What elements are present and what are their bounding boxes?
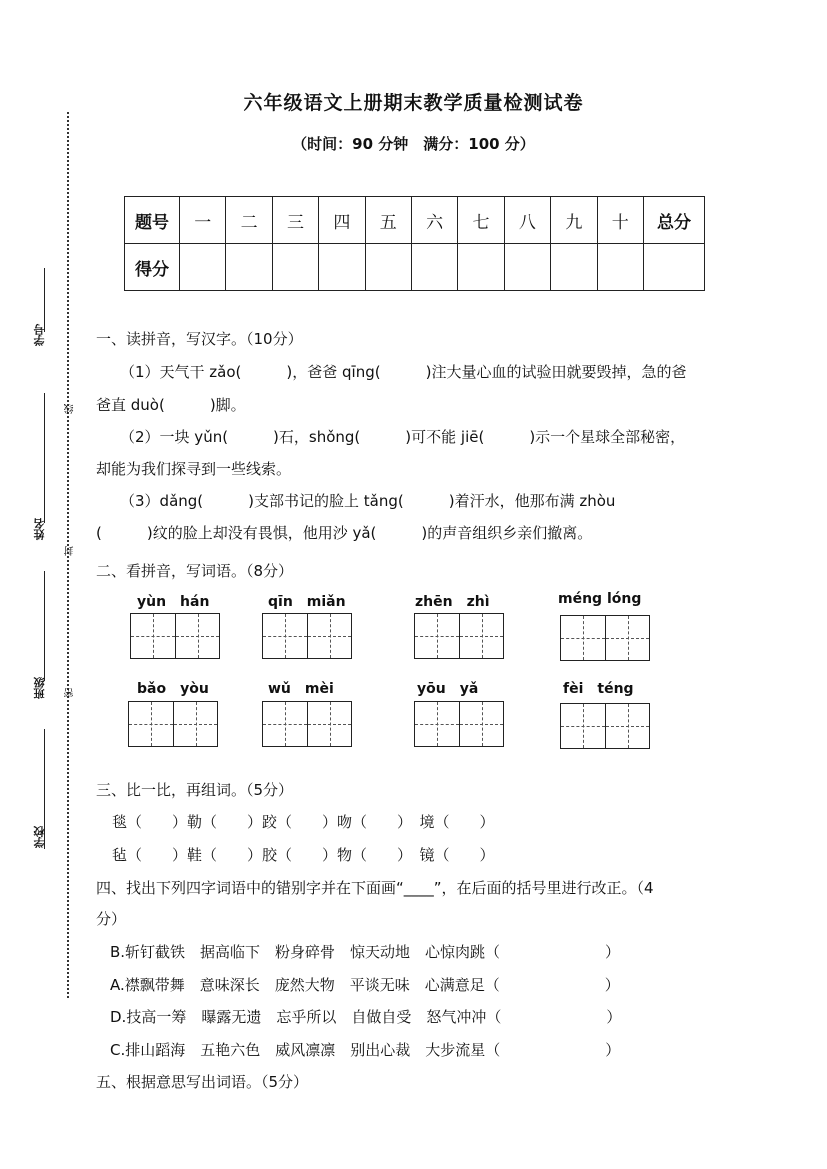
binding-word-seal: 封 — [65, 546, 76, 556]
name-line — [44, 393, 45, 523]
writing-grid[interactable] — [262, 701, 352, 747]
section1-line: （3）dǎng( )支部书记的脸上 tǎng( )着汗水，他那布满 zhòu — [120, 492, 616, 510]
section4-heading: 四、找出下列四字词语中的错别字并在下面画“____”，在后面的括号里进行改正。（4 — [96, 879, 654, 897]
section2-heading: 二、看拼音，写词语。（8分） — [96, 562, 294, 580]
name-label: 姓名 — [33, 518, 46, 540]
section4-item: A.襟飘带舞 意味深长 庞然大物 平谈无味 心满意足（ ） — [110, 976, 620, 994]
score-entry-cell[interactable] — [226, 244, 272, 291]
page-title: 六年级语文上册期末教学质量检测试卷 — [243, 92, 584, 114]
grid-cell[interactable] — [173, 702, 217, 746]
writing-grid[interactable] — [560, 615, 650, 661]
section1-line: ( )纹的脸上却没有畏惧，他用沙 yǎ( )的声音组织乡亲们撤离。 — [96, 524, 593, 542]
writing-grid[interactable] — [262, 613, 352, 659]
pinyin-label: wǔ mèi — [268, 681, 334, 697]
section1-heading: 一、读拼音，写汉字。（10分） — [96, 330, 303, 348]
score-table-score-row — [125, 244, 705, 291]
section1-line: （2）一块 yǔn( )石，shǒng( )可不能 jiē( )示一个星球全部秘密， — [120, 428, 686, 446]
grid-cell[interactable] — [561, 616, 605, 660]
score-entry-cell[interactable] — [597, 244, 643, 291]
grid-cell[interactable] — [561, 704, 605, 748]
score-entry-cell[interactable] — [504, 244, 550, 291]
score-header-cell: 九 — [551, 197, 597, 244]
class-label: 班级 — [33, 677, 46, 699]
grid-cell[interactable] — [263, 614, 307, 658]
section3-heading: 三、比一比，再组词。（5分） — [96, 781, 294, 799]
pinyin-label: zhēn zhì — [415, 594, 490, 610]
grid-cell[interactable] — [129, 702, 173, 746]
writing-grid[interactable] — [414, 701, 504, 747]
pinyin-label: méng lóng — [558, 591, 642, 607]
section4-item: B.斩钉截铁 据高临下 粉身碎骨 惊天动地 心惊肉跳（ ） — [110, 943, 621, 961]
score-entry-cell[interactable] — [180, 244, 226, 291]
score-entry-cell[interactable] — [458, 244, 504, 291]
grid-cell[interactable] — [459, 614, 503, 658]
page-subtitle: （时间：90 分钟 满分：100 分） — [292, 135, 535, 153]
pinyin-label: bǎo yòu — [137, 681, 209, 697]
grid-cell[interactable] — [415, 702, 459, 746]
grid-cell[interactable] — [263, 702, 307, 746]
score-header-cell: 题号 — [125, 197, 180, 244]
score-header-cell: 十 — [597, 197, 643, 244]
school-label: 学校 — [33, 826, 46, 848]
score-entry-cell[interactable] — [319, 244, 365, 291]
grid-cell[interactable] — [605, 616, 649, 660]
score-entry-cell[interactable] — [411, 244, 457, 291]
section1-line: （1）天气干 zǎo( )，爸爸 qīng( )注大量心血的试验田就要毁掉，急的爸 — [120, 363, 687, 381]
grid-cell[interactable] — [415, 614, 459, 658]
score-header-cell: 五 — [365, 197, 411, 244]
score-header-cell: 八 — [504, 197, 550, 244]
pinyin-label: qīn miǎn — [268, 594, 346, 610]
section5-heading: 五、根据意思写出词语。（5分） — [96, 1073, 309, 1091]
section4-heading-cont: 分） — [96, 910, 127, 928]
score-header-cell: 三 — [272, 197, 318, 244]
binding-word-line: 线 — [65, 404, 76, 414]
score-row-label: 得分 — [125, 244, 180, 291]
score-entry-cell[interactable] — [644, 244, 705, 291]
grid-cell[interactable] — [307, 614, 351, 658]
binding-word-secret: 密 — [65, 688, 76, 698]
section4-item: D.技高一筹 曝露无遗 忘乎所以 自做自受 怒气冲冲（ ） — [110, 1008, 622, 1026]
pinyin-label: fèi téng — [563, 681, 634, 697]
grid-cell[interactable] — [459, 702, 503, 746]
score-header-cell: 总分 — [644, 197, 705, 244]
score-header-cell: 二 — [226, 197, 272, 244]
score-header-cell: 七 — [458, 197, 504, 244]
section3-row: 毯（ ）勒（ ）跤（ ）吻（ ） 境（ ） — [112, 813, 495, 831]
pinyin-label: yùn hán — [137, 594, 210, 610]
grid-cell[interactable] — [175, 614, 219, 658]
section1-line: 爸直 duò( )脚。 — [96, 396, 246, 414]
score-table-header-row — [125, 197, 705, 244]
section4-item: C.排山蹈海 五艳六色 威风凛凛 别出心裁 大步流星（ ） — [110, 1041, 621, 1059]
writing-grid[interactable] — [128, 701, 218, 747]
score-table — [124, 196, 705, 291]
writing-grid[interactable] — [130, 613, 220, 659]
grid-cell[interactable] — [605, 704, 649, 748]
class-line — [44, 571, 45, 681]
score-header-cell: 六 — [411, 197, 457, 244]
section1-line: 却能为我们探寻到一些线索。 — [96, 460, 292, 478]
grid-cell[interactable] — [307, 702, 351, 746]
score-header-cell: 一 — [180, 197, 226, 244]
score-header-cell: 四 — [319, 197, 365, 244]
writing-grid[interactable] — [560, 703, 650, 749]
score-entry-cell[interactable] — [551, 244, 597, 291]
pinyin-label: yōu yǎ — [417, 681, 479, 697]
writing-grid[interactable] — [414, 613, 504, 659]
score-entry-cell[interactable] — [272, 244, 318, 291]
student-id-label: 学号 — [33, 324, 46, 346]
section3-row: 毡（ ）鞋（ ）胶（ ）物（ ） 镜（ ） — [112, 846, 495, 864]
grid-cell[interactable] — [131, 614, 175, 658]
score-entry-cell[interactable] — [365, 244, 411, 291]
student-id-line — [44, 268, 45, 332]
